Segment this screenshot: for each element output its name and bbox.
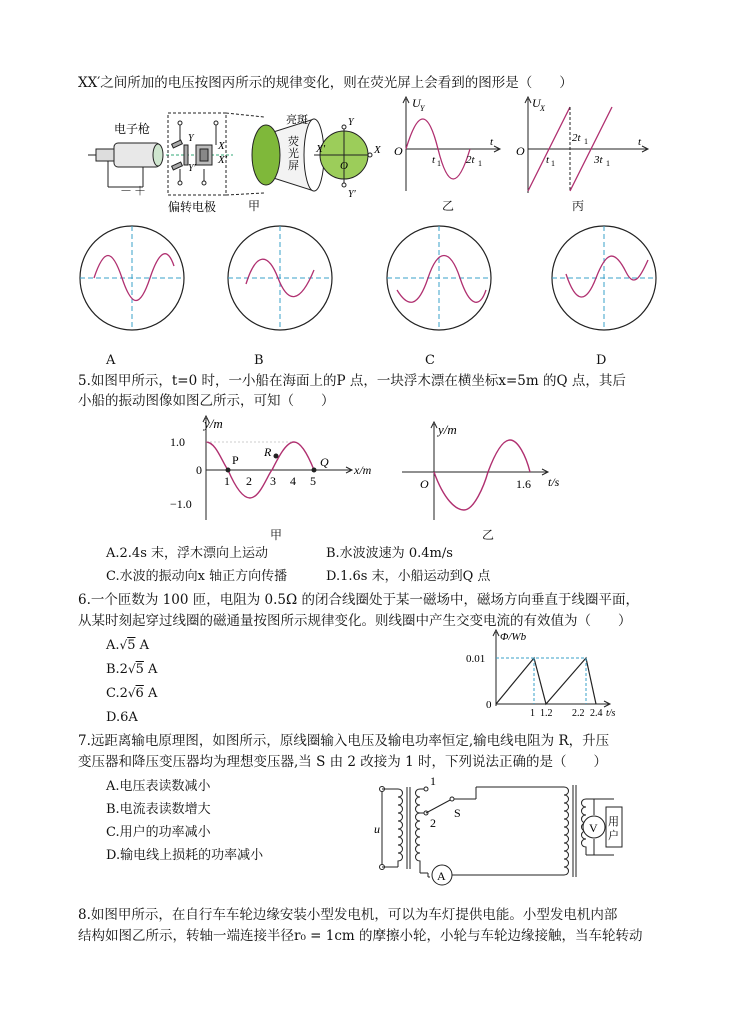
- svg-text:1: 1: [478, 159, 482, 168]
- q6-stem-2: 从某时刻起穿过线圈的磁通量按图所示规律变化。则线圈中产生交变电流的有效值为（ ）: [78, 613, 632, 629]
- svg-text:−1.0: −1.0: [170, 497, 192, 511]
- fig-yi-caption: 乙: [442, 199, 455, 213]
- wave-graph-jia: [168, 414, 386, 524]
- svg-text:V: V: [589, 821, 598, 835]
- svg-text:t: t: [638, 136, 642, 148]
- q5-option-a[interactable]: A.2.4s 末，浮木漂向上运动: [106, 546, 268, 561]
- q6-option-a[interactable]: A.√5 A: [106, 638, 149, 653]
- svg-text:Y: Y: [420, 104, 425, 113]
- svg-text:屏: 屏: [288, 160, 299, 172]
- svg-text:1.2: 1.2: [540, 708, 553, 718]
- svg-text:y/m: y/m: [438, 422, 457, 437]
- svg-text:1: 1: [430, 775, 436, 788]
- svg-text:P: P: [232, 453, 239, 467]
- flux-graph: [462, 628, 622, 718]
- svg-text:1: 1: [437, 159, 441, 168]
- svg-text:2.2: 2.2: [572, 708, 585, 718]
- svg-text:t/s: t/s: [606, 708, 616, 718]
- option-a-label[interactable]: A: [106, 353, 116, 368]
- svg-text:X: X: [218, 140, 225, 152]
- svg-text:2: 2: [246, 474, 252, 488]
- q7-option-d[interactable]: D.输电线上损耗的功率减小: [106, 848, 264, 863]
- svg-text:R: R: [264, 445, 272, 459]
- q7-option-a[interactable]: A.电压表读数减小: [106, 779, 211, 794]
- q5-fig-yi-caption: 乙: [482, 528, 495, 542]
- svg-text:1: 1: [584, 137, 588, 146]
- svg-text:Y′: Y′: [188, 163, 196, 174]
- svg-text:x/m: x/m: [354, 463, 372, 477]
- svg-text:t: t: [490, 136, 494, 148]
- crt-figure: [88, 105, 388, 223]
- svg-text:1.6: 1.6: [516, 477, 531, 491]
- svg-text:电子枪: 电子枪: [114, 122, 151, 136]
- q5-option-d[interactable]: D.1.6s 末，小船运动到Q 点: [326, 569, 491, 584]
- svg-text:y/m: y/m: [204, 416, 223, 431]
- svg-text:O: O: [420, 477, 429, 491]
- svg-text:X: X: [540, 104, 545, 113]
- q8-stem-1: 8.如图甲所示，在自行车车轮边缘安装小型发电机，可以为车灯提供电能。小型发电机内部: [78, 907, 618, 923]
- svg-text:U: U: [532, 96, 541, 110]
- svg-text:光: 光: [288, 148, 299, 160]
- q6-stem-1: 6.一个匝数为 100 匝，电阻为 0.5Ω 的闭合线圈处于某一磁场中，磁场方向垂直于线圈平面，: [78, 592, 639, 608]
- vibration-graph-yi: [398, 420, 578, 524]
- svg-text:2: 2: [430, 816, 436, 830]
- svg-text:2t: 2t: [466, 154, 475, 166]
- svg-text:偏转电极: 偏转电极: [168, 200, 217, 214]
- q7-stem-2: 变压器和降压变压器均为理想变压器,当 S 由 2 改接为 1 时，下列说法正确的是（ ）: [78, 754, 607, 770]
- q5-stem-2: 小船的振动图像如图乙所示，可知（ ）: [78, 393, 335, 409]
- svg-text:0: 0: [486, 699, 492, 711]
- svg-text:1: 1: [551, 159, 555, 168]
- uy-graph: [392, 95, 504, 195]
- option-d-screen: [552, 226, 656, 330]
- svg-text:t: t: [546, 154, 550, 166]
- q5-option-b[interactable]: B.水波波速为 0.4m/s: [326, 546, 453, 561]
- svg-text:A: A: [437, 869, 446, 883]
- svg-text:2t: 2t: [572, 132, 581, 144]
- svg-text:0.01: 0.01: [466, 653, 486, 665]
- svg-text:t: t: [432, 154, 436, 166]
- svg-text:4: 4: [290, 474, 296, 488]
- svg-text:Y′: Y′: [348, 189, 356, 200]
- q5-fig-jia-caption: 甲: [270, 528, 283, 542]
- svg-text:U: U: [412, 96, 421, 110]
- svg-text:X′: X′: [218, 154, 228, 166]
- svg-text:1: 1: [224, 474, 230, 488]
- option-c-screen: [387, 226, 491, 330]
- svg-text:1: 1: [530, 708, 535, 718]
- svg-text:5: 5: [310, 474, 316, 488]
- q7-option-c[interactable]: C.用户的功率减小: [106, 825, 211, 840]
- fig-jia-caption: 甲: [248, 199, 261, 213]
- option-a-screen: [80, 226, 184, 330]
- svg-text:3: 3: [270, 474, 276, 488]
- q4-stem: XX′之间所加的电压按图丙所示的规律变化，则在荧光屏上会看到的图形是（ ）: [78, 75, 573, 91]
- svg-text:户: 户: [608, 830, 619, 842]
- ux-graph: [512, 95, 652, 195]
- q7-stem-1: 7.远距离输电原理图，如图所示，原线圈输入电压及输电功率恒定,输电线电阻为 R，升压: [78, 733, 610, 749]
- svg-text:t/s: t/s: [548, 475, 560, 489]
- svg-text:2.4: 2.4: [590, 708, 603, 718]
- svg-text:Y: Y: [188, 133, 194, 144]
- svg-text:－: －: [120, 184, 133, 198]
- q5-option-c[interactable]: C.水波的振动向x 轴正方向传播: [106, 569, 288, 584]
- option-b-screen: [228, 226, 332, 330]
- option-c-label[interactable]: C: [425, 353, 435, 368]
- svg-text:1.0: 1.0: [170, 435, 185, 449]
- svg-text:S: S: [454, 806, 461, 820]
- q5-stem-1: 5.如图甲所示，t=0 时，一小船在海面上的P 点，一块浮木漂在横坐标x=5m 的Q 点，其后: [78, 373, 626, 389]
- svg-text:1: 1: [606, 159, 610, 168]
- svg-text:O: O: [394, 144, 403, 158]
- svg-text:0: 0: [196, 463, 202, 477]
- svg-text:u: u: [374, 822, 380, 836]
- screen-options: [78, 222, 678, 334]
- q7-option-b[interactable]: B.电流表读数增大: [106, 802, 211, 817]
- svg-text:Φ/Wb: Φ/Wb: [500, 631, 527, 643]
- svg-text:Y: Y: [348, 117, 354, 128]
- svg-text:＋: ＋: [134, 184, 147, 198]
- svg-text:亮斑: 亮斑: [286, 114, 308, 126]
- q8-stem-2: 结构如图乙所示，转轴一端连接半径r₀ = 1cm 的摩擦小轮，小轮与车轮边缘接触，当车轮转动: [78, 928, 643, 944]
- q6-option-c[interactable]: C.2√6 A: [106, 686, 158, 701]
- svg-text:O: O: [340, 160, 348, 172]
- svg-text:3t: 3t: [594, 154, 603, 166]
- transmission-circuit: [368, 775, 638, 887]
- svg-text:Q: Q: [320, 455, 329, 469]
- option-d-label[interactable]: D: [596, 353, 607, 368]
- svg-text:O: O: [516, 144, 525, 158]
- svg-text:用: 用: [608, 816, 619, 828]
- svg-text:X′: X′: [316, 143, 326, 155]
- svg-text:X: X: [374, 144, 381, 156]
- svg-text:荧: 荧: [288, 136, 299, 148]
- q6-option-b[interactable]: B.2√5 A: [106, 662, 158, 677]
- option-b-label[interactable]: B: [254, 353, 264, 368]
- q6-option-d[interactable]: D.6A: [106, 710, 138, 725]
- fig-bing-caption: 丙: [572, 199, 585, 213]
